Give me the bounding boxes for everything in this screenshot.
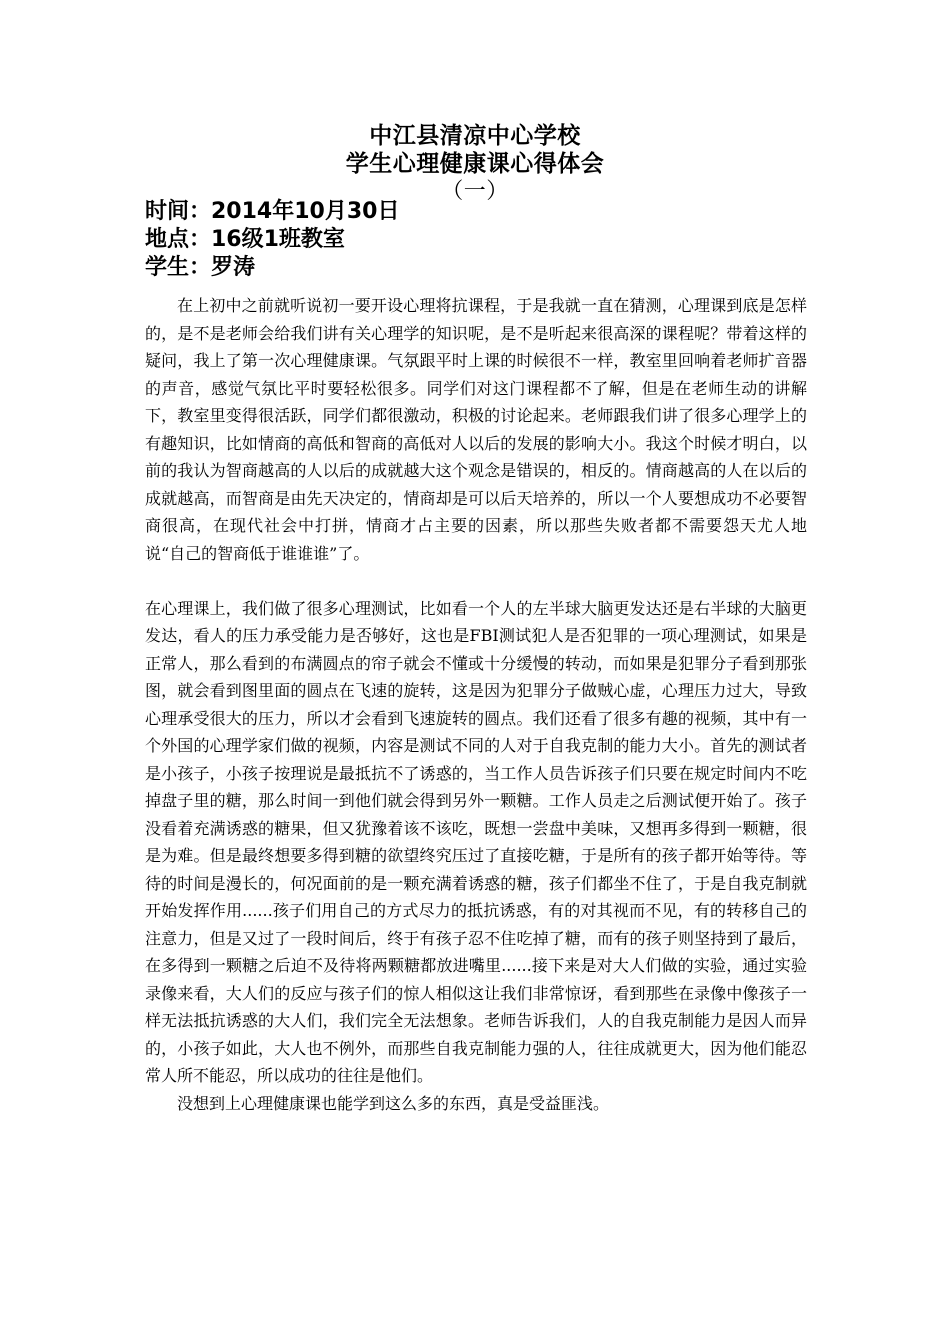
meta-block <box>145 198 805 282</box>
paragraph-spacer <box>145 567 807 595</box>
paragraph-1: 在上初中之前就听说初一要开设心理将抗课程，于是我就一直在猜测，心理课到底是怎样的，是不是老师会给我们讲有关心理学的知识呢，是不是听起来很高深的课程呢？带着这样的疑问，我上了第一次心理健康课。气氛跟平时上课的时候很不一样，教室里回响着老师扩音器的声音，感觉气氛比平时要轻松很多。同学们对这门课程都不了解，但是在老师生动的讲解下，教室里变得很活跃，同学们都很激动，积极的讨论起来。老师跟我们讲了很多心理学上的有趣知识，比如情商的高低和智商的高低对人以后的发展的影响大小。我这个时候才明白，以前的我认为智商越高的人以后的成就越大这个观念是错误的，相反的。情商越高的人在以后的成就越高，而智商是由先天决定的，情商却是可以后天培养的，所以一个人要想成功不必要智商很高，在现代社会中打拼，情商才占主要的因素，所以那些失败者都不需要怨天尤人地说“自己的智商低于谁谁谁”了。 <box>145 296 807 563</box>
document-title: 学生心理健康课心得体会 <box>345 151 605 177</box>
document-number: （一） <box>441 179 509 204</box>
place-line: 地点：16级1班教室 <box>145 227 345 252</box>
student-line: 学生：罗涛 <box>145 255 256 280</box>
school-name: 中江县清凉中心学校 <box>369 123 581 149</box>
paragraph-2: 在心理课上，我们做了很多心理测试，比如看一个人的左半球大脑更发达还是右半球的大脑更发达，看人的压力承受能力是否够好，这也是FBI测试犯人是否犯罪的一项心理测试，如果是正常人，那么看到的布满圆点的帘子就会不懂或十分缓慢的转动，而如果是犯罪分子看到那张图，就会看到图里面的圆点在飞速的旋转，这是因为犯罪分子做贼心虚，心理压力过大，导致心理承受很大的压力，所以才会看到飞速旋转的圆点。我们还看了很多有趣的视频，其中有一个外国的心理学家们做的视频，内容是测试不同的人对于自我克制的能力大小。首先的测试者是小孩子，小孩子按理说是最抵抗不了诱惑的，当工作人员告诉孩子们只要在规定时间内不吃掉盘子里的糖，那么时间一到他们就会得到另外一颗糖。工作人员走之后测试便开始了。孩子没看着充满诱惑的糖果，但又犹豫着该不该吃，既想一尝盘中美味，又想再多得到一颗糖，很是为难。但是最终想要多得到糖的欲望终究压过了直接吃糖，于是所有的孩子都开始等待。等待的时间是漫长的，何况面前的是一颗充满着诱惑的糖，孩子们都坐不住了，于是自我克制就开始发挥作用......孩子们用自己的方式尽力的抵抗诱惑，有的对其视而不见，有的转移自己的注意力，但是又过了一段时间后，终于有孩子忍不住吃掉了糖，而有的孩子则坚持到了最后，在多得到一颗糖之后迫不及待将两颗糖都放进嘴里......接下来是对大人们做的实验，通过实验录像来看，大人们的反应与孩子们的惊人相似这让我们非常惊讶，看到那些在录像中像孩子一样无法抵抗诱惑的大人们，我们完全无法想象。老师告诉我们，人的自我克制能力是因人而异的，小孩子如此，大人也不例外，而那些自我克制能力强的人，往往成就更大，因为他们能忍常人所不能忍，所以成功的往往是他们。 <box>145 598 807 1085</box>
title-block <box>0 122 950 206</box>
time-line: 时间：2014年10月30日 <box>145 199 400 224</box>
body-text <box>145 292 807 1117</box>
paragraph-3: 没想到上心理健康课也能学到这么多的东西，真是受益匪浅。 <box>177 1093 610 1113</box>
